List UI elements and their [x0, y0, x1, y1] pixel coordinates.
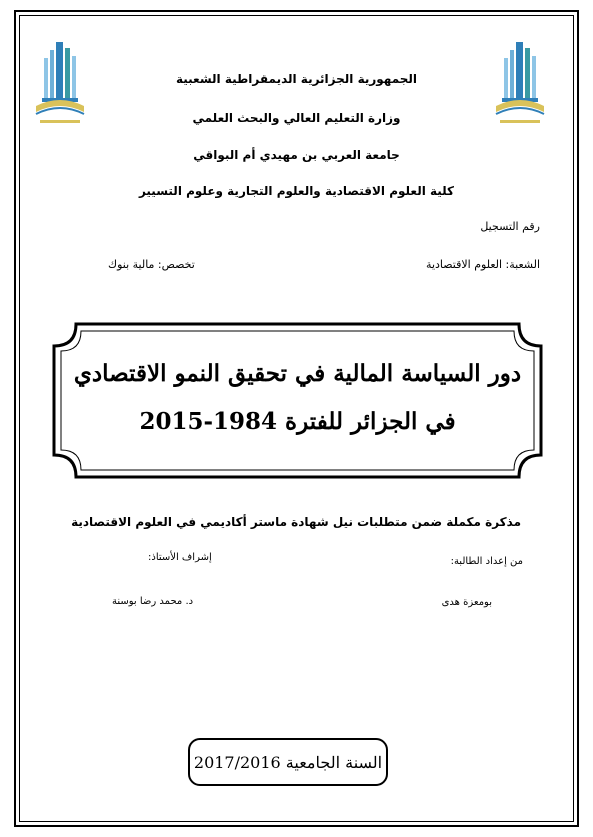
academic-year-text: السنة الجامعية 2017/2016	[193, 752, 383, 772]
supervisor-label: إشراف الأستاذ:	[148, 552, 212, 563]
academic-year-box	[188, 738, 388, 786]
supervisor-name: د. محمد رضا بوسنة	[112, 596, 194, 607]
title-frame-shape	[52, 322, 543, 479]
specialty-label: تخصص: مالية بنوك	[108, 258, 195, 271]
registration-label: رقم التسجيل	[480, 220, 540, 233]
student-name: بومعزة هدى	[441, 597, 492, 608]
prepared-by-label: من إعداد الطالبة:	[450, 556, 523, 567]
faculty-name: كلية العلوم الاقتصادية والعلوم التجارية وعلوم التسيير	[138, 184, 455, 198]
thesis-title-line-2: في الجزائر للفترة 1984-2015	[139, 408, 456, 435]
university-name: جامعة العربي بن مهيدي أم البواقي	[193, 148, 400, 162]
thesis-title-box	[52, 322, 543, 479]
branch-label: الشعبة: العلوم الاقتصادية	[426, 258, 540, 271]
republic-name: الجمهورية الجزائرية الديمقراطية الشعبية	[175, 72, 418, 86]
ministry-name: وزارة التعليم العالي والبحث العلمي	[192, 111, 401, 125]
thesis-title-line-1: دور السياسة المالية في تحقيق النمو الاقتصادي	[73, 360, 522, 387]
memo-statement: مذكرة مكملة ضمن متطلبات نيل شهادة ماستر أكاديمي في العلوم الاقتصادية	[71, 515, 521, 529]
